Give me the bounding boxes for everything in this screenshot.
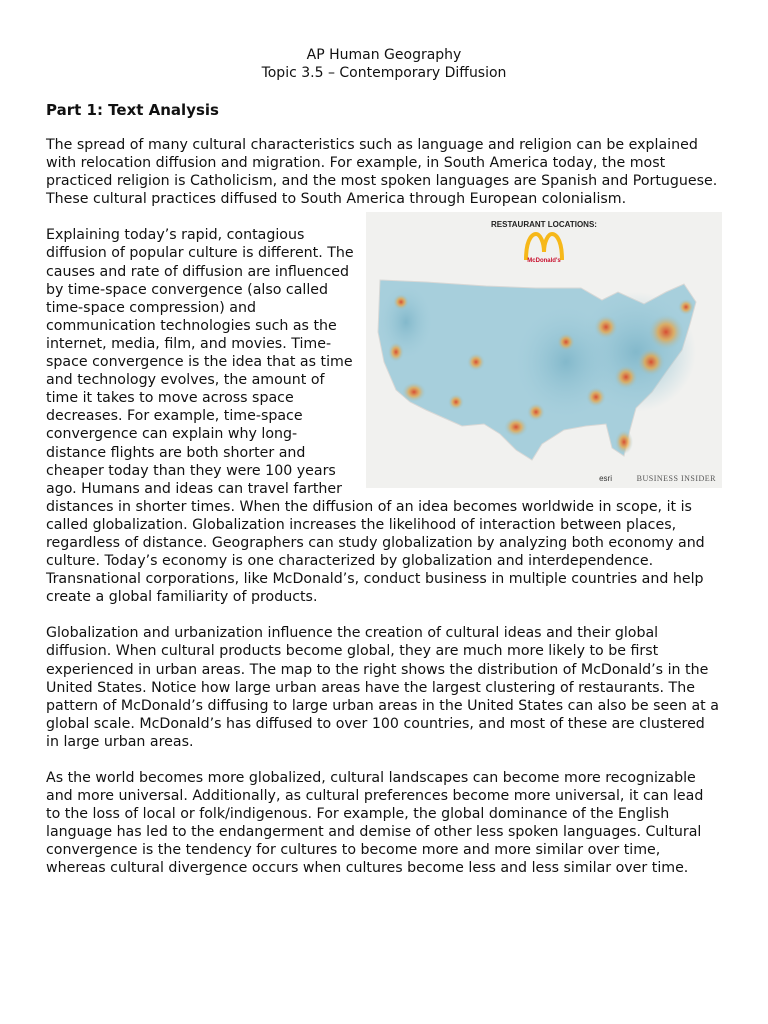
map-title: RESTAURANT LOCATIONS: — [491, 220, 597, 230]
brand-label: McDonald's — [527, 258, 561, 265]
paragraph-relocation: The spread of many cultural characteristics such as language and religion can be explained with relocation diffusion and migration. For example, in South America today, the most practiced religion is Catholicism, and the most spoken languages are Spanish and Portuguese. These cultural practices diffused to South America through European colonialism. — [46, 137, 718, 208]
esri-credit: esri — [599, 474, 612, 484]
mcdonalds-arches-icon — [526, 234, 562, 260]
paragraph-cultural-convergence: As the world becomes more globalized, cultural landscapes can become more recognizable and more universal. Additionally, as cultural preferences become more universal, it can lead to the loss of local or folk/indigenous. For example, the global dominance of the English language has led to the endangerment and demise of other less spoken languages. Cultural convergence is the tendency for cultures to become more and more similar over time, whereas cultural divergence occurs when cultures become less and less similar over time. — [46, 770, 704, 877]
document-page — [46, 46, 722, 878]
mcdonalds-density-map — [366, 212, 722, 488]
part-title: Part 1: Text Analysis — [46, 101, 219, 119]
business-insider-credit: BUSINESS INSIDER — [636, 474, 716, 484]
course-title: AP Human Geography — [306, 47, 462, 63]
paragraph-urbanization: Globalization and urbanization influence the creation of cultural ideas and their global diffusion. When cultural products become global, they are much more likely to be first experienced in urban areas. The map to the right shows the distribution of McDonald’s in the United States. Notice how large urban areas have the largest clustering of restaurants. The pattern of McDonald’s diffusing to large urban areas in the United States can also be seen at a global scale. McDonald’s has diffused to over 100 countries, and most of these are clustered in large urban areas. — [46, 625, 719, 750]
paragraph-time-space-convergence: Explaining today’s rapid, contagious diffusion of popular culture is different. The causes and rate of diffusion are influenced by time-space convergence (also called time-space compression) and communication technologies such as the internet, media, film, and movies. Time-space convergence is the idea that as time and technology evolves, the amount of time it takes to move across space decreases. For example, time-space convergence can explain why long-distance flights are both shorter and cheaper today than they were 100 years ago. Humans and ideas can travel farther distances in shorter times. When the diffusion of an idea becomes worldwide in scope, it is called globalization. Globalization increases the likelihood of interaction between places, regardless of distance. Geographers can study globalization by analyzing both economy and culture. Today’s economy is one characterized by globalization and interdependence. Transnational corporations, like McDonald’s, conduct business in multiple countries and help create a global familiarity of products. — [46, 227, 705, 606]
document-header — [46, 46, 722, 82]
topic-title: Topic 3.5 – Contemporary Diffusion — [261, 65, 507, 81]
mcdonalds-density-map-figure — [366, 212, 722, 488]
